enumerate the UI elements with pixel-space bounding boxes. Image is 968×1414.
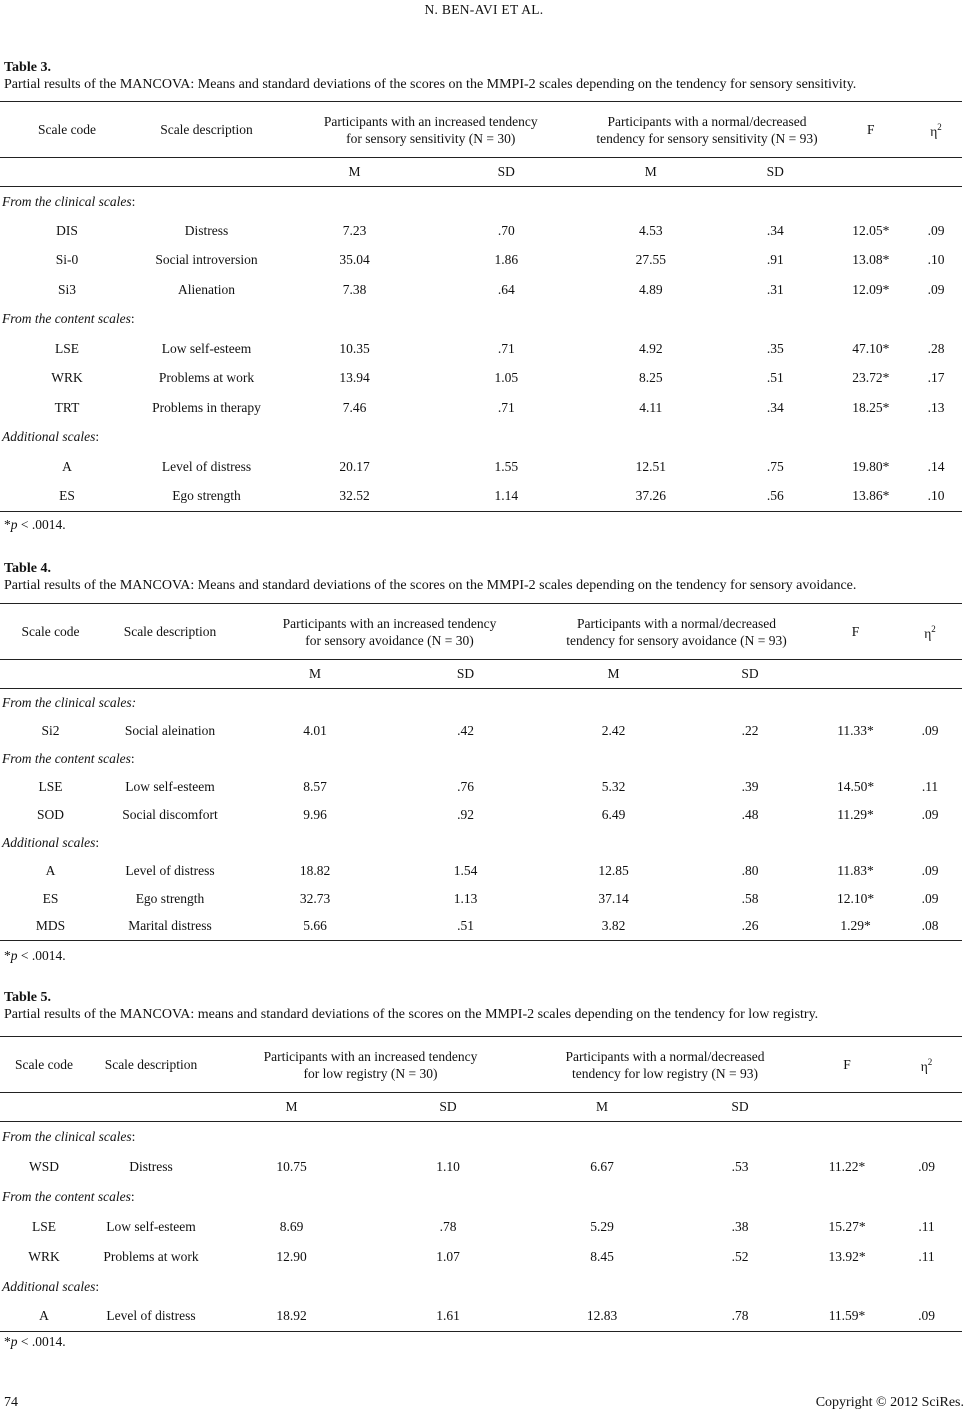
subheader-sd: SD <box>677 1093 803 1122</box>
cell-normal-sd: .31 <box>766 281 784 297</box>
subheader-sd: SD <box>369 1093 527 1122</box>
cell-eta-squared: .10 <box>927 252 945 268</box>
cell-scale-description: Low self-esteem <box>125 778 215 794</box>
cell-f-value: 12.10* <box>836 890 875 906</box>
table-row <box>0 717 962 745</box>
section-colon: : <box>130 1188 135 1204</box>
subheader-sd: SD <box>430 158 583 187</box>
cell-normal-sd: .26 <box>687 913 813 941</box>
subheader-m: M <box>214 1093 369 1122</box>
header-normal-group <box>540 604 813 660</box>
subheader-sd: SD <box>719 158 832 187</box>
subheader-row <box>0 158 962 187</box>
cell-normal-m: 37.26 <box>583 482 720 512</box>
section-label-text: Additional scales <box>2 429 96 445</box>
cell-eta-squared: .17 <box>927 370 945 386</box>
section-label <box>0 1122 962 1152</box>
table-4-footnote: *p < .0014. <box>4 948 66 963</box>
cell-normal-sd: .52 <box>731 1248 749 1264</box>
cell-scale-description: Low self-esteem <box>106 1218 196 1234</box>
cell-scale-description: Alienation <box>178 281 235 297</box>
cell-increased-m: 20.17 <box>339 458 370 474</box>
cell-increased-sd: 1.07 <box>436 1248 460 1264</box>
blank-cell <box>803 1093 891 1122</box>
cell-eta-squared: .09 <box>918 1158 935 1174</box>
cell-f-value: 19.80* <box>852 458 890 474</box>
cell-f-value: 11.33* <box>837 722 874 738</box>
cell-scale-code: A <box>62 458 72 474</box>
cell-normal-sd: .34 <box>766 222 784 238</box>
subheader-sd: SD <box>687 660 813 689</box>
header-line: tendency for sensory avoidance (N = 93) <box>566 632 787 648</box>
cell-scale-description: Distress <box>129 1158 173 1174</box>
page-number: 74 <box>4 1395 18 1410</box>
section-row <box>0 187 962 217</box>
blank-cell <box>0 660 101 689</box>
cell-scale-description: Problems at work <box>158 370 255 386</box>
section-row <box>0 745 962 773</box>
cell-increased-sd: 1.54 <box>453 862 478 878</box>
cell-normal-m: 2.42 <box>601 722 626 738</box>
cell-normal-m: 4.92 <box>638 340 663 356</box>
eta-superscript: 2 <box>937 122 942 132</box>
table-caption: Partial results of the MANCOVA: Means and standard deviations of the scores on the MMPI-2 scales depending on the tendency for sensory avoidance. <box>4 578 857 593</box>
table-row <box>0 1152 962 1182</box>
cell-normal-m: 4.53 <box>638 222 663 238</box>
cell-normal-sd: .53 <box>731 1158 749 1174</box>
table-row <box>0 1212 962 1242</box>
cell-increased-sd: .76 <box>457 778 474 794</box>
cell-scale-code: WSD <box>29 1158 59 1174</box>
section-label-text: From the content scales <box>2 750 131 766</box>
header-line: Participants with a normal/decreased <box>576 615 777 631</box>
cell-normal-sd: .80 <box>741 862 759 878</box>
section-label-text: From the clinical scales <box>2 1128 132 1144</box>
header-line: Participants with a normal/decreased <box>565 1048 765 1064</box>
header-line: for sensory sensitivity (N = 30) <box>346 130 516 146</box>
cell-increased-sd: 1.10 <box>436 1158 460 1174</box>
cell-f-value: 13.92* <box>828 1248 866 1264</box>
cell-scale-code: Si2 <box>41 722 60 738</box>
table-5-footnote: *p < .0014. <box>4 1334 66 1349</box>
section-label-text: From the content scales <box>2 311 131 327</box>
cell-normal-m: 12.51 <box>635 458 666 474</box>
header-line: Participants with an increased tendency <box>323 113 538 129</box>
cell-f-value: 13.08* <box>852 252 890 268</box>
cell-increased-m: 18.92 <box>214 1302 369 1332</box>
cell-normal-sd: .22 <box>741 722 759 738</box>
section-colon: : <box>131 193 136 209</box>
cell-eta-squared: .08 <box>898 913 962 941</box>
cell-increased-m: 13.94 <box>339 370 370 386</box>
header-increased-group <box>214 1037 527 1093</box>
cell-scale-description: Problems at work <box>103 1248 199 1264</box>
blank-cell <box>898 660 962 689</box>
header-f: F <box>803 1037 891 1093</box>
table-row <box>0 885 962 913</box>
cell-f-value: 1.29* <box>813 913 898 941</box>
table-caption: Partial results of the MANCOVA: Means and standard deviations of the scores on the MMPI-2 scales depending on the tendency for sensory sensitivity. <box>4 77 857 92</box>
table-row <box>0 452 962 482</box>
cell-increased-m: 18.82 <box>299 862 331 878</box>
cell-normal-sd: .91 <box>766 252 784 268</box>
section-label <box>0 1182 962 1212</box>
cell-normal-sd: .38 <box>731 1218 749 1234</box>
table-4 <box>0 603 962 941</box>
table-5 <box>0 1036 962 1332</box>
table-row <box>0 1302 962 1332</box>
cell-scale-code: A <box>45 862 56 878</box>
cell-increased-m: 9.96 <box>303 806 327 822</box>
cell-increased-m: 7.46 <box>342 399 367 415</box>
cell-increased-m: 4.01 <box>303 722 327 738</box>
cell-increased-m: 8.57 <box>303 778 327 794</box>
cell-increased-sd: .70 <box>497 222 515 238</box>
cell-f-value: 12.05* <box>852 222 890 238</box>
cell-scale-code: WRK <box>28 1248 60 1264</box>
header-normal-group <box>527 1037 803 1093</box>
subheader-m: M <box>527 1093 677 1122</box>
cell-increased-m: 32.52 <box>279 482 430 512</box>
section-label <box>0 829 962 857</box>
cell-normal-sd: .48 <box>741 806 759 822</box>
cell-scale-description: Level of distress <box>125 862 215 878</box>
cell-normal-m: 12.85 <box>598 862 629 878</box>
header-line: Participants with a normal/decreased <box>607 113 807 129</box>
cell-normal-m: 6.67 <box>590 1158 614 1174</box>
blank-cell <box>813 660 898 689</box>
section-row <box>0 1182 962 1212</box>
header-line: tendency for sensory sensitivity (N = 93) <box>596 130 818 146</box>
table-row <box>0 1242 962 1272</box>
cell-normal-sd: .78 <box>677 1302 803 1332</box>
cell-scale-description: Social discomfort <box>122 806 218 822</box>
cell-increased-sd: .51 <box>391 913 540 941</box>
blank-cell <box>0 158 134 187</box>
cell-eta-squared: .10 <box>910 482 962 512</box>
cell-f-value: 11.29* <box>837 806 874 822</box>
header-scale-description: Scale description <box>101 604 239 660</box>
cell-increased-sd: 1.55 <box>494 458 519 474</box>
header-increased-group <box>279 102 583 158</box>
table-row <box>0 364 962 394</box>
cell-eta-squared: .09 <box>921 722 939 738</box>
cell-scale-description: Problems in therapy <box>152 399 261 415</box>
cell-f-value: 23.72* <box>852 370 890 386</box>
header-line: tendency for low registry (N = 93) <box>571 1065 759 1081</box>
table-3-footnote: *p < .0014. <box>4 517 66 532</box>
cell-scale-code: DIS <box>56 222 78 238</box>
table-row <box>0 334 962 364</box>
cell-scale-description: Level of distress <box>88 1302 214 1332</box>
cell-scale-description: Level of distress <box>161 458 252 474</box>
subheader-m: M <box>583 158 720 187</box>
cell-scale-description: Ego strength <box>135 890 205 906</box>
cell-increased-sd: 1.61 <box>369 1302 527 1332</box>
cell-eta-squared: .09 <box>921 890 939 906</box>
table-title: Table 4. <box>4 561 51 576</box>
section-label <box>0 423 962 453</box>
cell-normal-sd: .34 <box>766 399 784 415</box>
table-row <box>0 773 962 801</box>
table-row <box>0 801 962 829</box>
cell-f-value: 18.25* <box>852 399 890 415</box>
table-3 <box>0 101 962 512</box>
cell-scale-description: Distress <box>184 222 229 238</box>
cell-eta-squared: .11 <box>921 778 939 794</box>
section-label-text: From the clinical scales <box>2 193 132 209</box>
cell-scale-code: MDS <box>0 913 101 941</box>
cell-eta-squared: .13 <box>927 399 945 415</box>
section-colon: : <box>130 311 135 327</box>
blank-cell <box>101 660 239 689</box>
blank-cell <box>0 1093 88 1122</box>
table-title: Table 5. <box>4 990 51 1005</box>
table-title: Table 3. <box>4 60 51 75</box>
table-caption: Partial results of the MANCOVA: means and standard deviations of the scores on the MMPI-2 scales depending on the tendency for low registry. <box>4 1007 819 1022</box>
eta-superscript: 2 <box>931 624 936 634</box>
cell-scale-description: Low self-esteem <box>161 340 252 356</box>
table-row <box>0 216 962 246</box>
cell-eta-squared: .09 <box>927 281 945 297</box>
cell-normal-sd: .39 <box>741 778 759 794</box>
section-label <box>0 689 962 717</box>
cell-f-value: 13.86* <box>832 482 911 512</box>
subheader-m: M <box>540 660 687 689</box>
cell-normal-sd: .51 <box>766 370 784 386</box>
subheader-m: M <box>279 158 430 187</box>
table-row <box>0 393 962 423</box>
cell-normal-m: 5.32 <box>601 778 626 794</box>
eta-superscript: 2 <box>927 1057 933 1067</box>
blank-cell <box>891 1093 962 1122</box>
cell-eta-squared: .09 <box>927 222 945 238</box>
cell-scale-code: Si3 <box>57 281 76 297</box>
cell-increased-m: 10.35 <box>339 340 370 356</box>
cell-eta-squared: .09 <box>891 1302 962 1332</box>
table-4-heading <box>4 560 966 594</box>
cell-f-value: 11.59* <box>803 1302 891 1332</box>
header-eta-squared <box>910 102 962 158</box>
header-scale-code: Scale code <box>0 102 134 158</box>
cell-normal-sd: .58 <box>741 890 759 906</box>
cell-eta-squared: .28 <box>927 340 945 356</box>
cell-normal-m: 3.82 <box>540 913 687 941</box>
cell-normal-sd: .75 <box>766 458 784 474</box>
cell-scale-code: LSE <box>31 1218 56 1234</box>
cell-increased-sd: .78 <box>439 1218 457 1234</box>
cell-increased-m: 7.23 <box>342 222 367 238</box>
header-row <box>0 102 962 158</box>
copyright: Copyright © 2012 SciRes. <box>815 1395 964 1410</box>
table-row <box>0 246 962 276</box>
cell-normal-m: 37.14 <box>598 890 629 906</box>
section-colon: : <box>95 834 100 850</box>
cell-eta-squared: .14 <box>927 458 945 474</box>
cell-normal-sd: .35 <box>766 340 784 356</box>
cell-increased-m: 35.04 <box>339 252 370 268</box>
subheader-row <box>0 1093 962 1122</box>
cell-scale-code: LSE <box>54 340 79 356</box>
section-colon: : <box>131 1128 136 1144</box>
cell-scale-description: Ego strength <box>134 482 279 512</box>
cell-scale-code: ES <box>0 482 134 512</box>
header-scale-description: Scale description <box>134 102 279 158</box>
section-row <box>0 689 962 717</box>
table-row <box>0 482 962 512</box>
header-eta-squared <box>891 1037 962 1093</box>
cell-increased-m: 8.69 <box>279 1218 304 1234</box>
table-row <box>0 275 962 305</box>
cell-scale-description: Social aleination <box>124 722 216 738</box>
section-colon: : <box>95 429 100 445</box>
section-label-text: From the content scales <box>2 1188 131 1204</box>
blank-cell <box>134 158 279 187</box>
cell-increased-sd: 1.13 <box>453 890 478 906</box>
cell-increased-m: 7.38 <box>342 281 367 297</box>
cell-eta-squared: .11 <box>918 1218 935 1234</box>
cell-increased-sd: .92 <box>457 806 474 822</box>
cell-increased-sd: .42 <box>457 722 474 738</box>
header-f: F <box>813 604 898 660</box>
cell-increased-m: 5.66 <box>239 913 391 941</box>
cell-normal-m: 6.49 <box>601 806 626 822</box>
running-head: N. BEN-AVI ET AL. <box>424 2 544 17</box>
section-row <box>0 423 962 453</box>
header-line: for sensory avoidance (N = 30) <box>305 632 474 648</box>
header-line: for low registry (N = 30) <box>303 1065 438 1081</box>
eta-symbol: η <box>920 1059 928 1074</box>
cell-f-value: 11.22* <box>828 1158 866 1174</box>
cell-eta-squared: .11 <box>918 1248 935 1264</box>
cell-increased-m: 10.75 <box>276 1158 307 1174</box>
header-scale-code: Scale code <box>0 1037 88 1093</box>
cell-normal-m: 4.89 <box>638 281 663 297</box>
header-line: Participants with an increased tendency <box>263 1048 478 1064</box>
section-label-text: Additional scales <box>2 834 96 850</box>
table-3-heading <box>4 59 966 93</box>
cell-increased-sd: 1.05 <box>494 370 519 386</box>
section-colon: : <box>95 1278 100 1294</box>
section-row <box>0 1122 962 1152</box>
cell-scale-code: LSE <box>38 778 63 794</box>
cell-scale-code: ES <box>42 890 59 906</box>
table-5-heading <box>4 989 966 1023</box>
header-normal-group <box>583 102 832 158</box>
cell-eta-squared: .09 <box>921 806 939 822</box>
cell-normal-m: 8.45 <box>590 1248 614 1264</box>
cell-scale-code: A <box>0 1302 88 1332</box>
section-row <box>0 829 962 857</box>
cell-scale-description: Marital distress <box>101 913 239 941</box>
header-row <box>0 1037 962 1093</box>
cell-f-value: 12.09* <box>852 281 890 297</box>
cell-scale-code: WRK <box>51 370 83 386</box>
subheader-m: M <box>239 660 391 689</box>
section-label <box>0 745 962 773</box>
cell-f-value: 47.10* <box>852 340 890 356</box>
cell-increased-m: 12.90 <box>276 1248 307 1264</box>
table-row <box>0 913 962 941</box>
cell-normal-m: 12.83 <box>527 1302 677 1332</box>
cell-scale-code: SOD <box>36 806 64 822</box>
cell-normal-m: 27.55 <box>635 252 666 268</box>
cell-f-value: 11.83* <box>837 862 874 878</box>
cell-increased-m: 32.73 <box>299 890 331 906</box>
header-scale-code: Scale code <box>0 604 101 660</box>
cell-scale-description: Social introversion <box>155 252 258 268</box>
eta-symbol: η <box>924 626 932 641</box>
cell-f-value: 14.50* <box>836 778 875 794</box>
header-row <box>0 604 962 660</box>
section-row <box>0 305 962 335</box>
cell-increased-sd: .64 <box>497 281 515 297</box>
cell-increased-sd: 1.14 <box>430 482 583 512</box>
section-label-text: From the clinical scales: <box>2 694 137 710</box>
cell-normal-sd: .56 <box>719 482 832 512</box>
cell-scale-code: TRT <box>54 399 80 415</box>
cell-increased-sd: .71 <box>497 399 515 415</box>
blank-cell <box>88 1093 214 1122</box>
header-eta-squared <box>898 604 962 660</box>
blank-cell <box>832 158 911 187</box>
cell-normal-m: 4.11 <box>639 399 663 415</box>
blank-cell <box>910 158 962 187</box>
section-colon: : <box>130 750 135 766</box>
header-f: F <box>832 102 911 158</box>
cell-f-value: 15.27* <box>828 1218 866 1234</box>
section-label-text: Additional scales <box>2 1278 96 1294</box>
section-label <box>0 187 962 217</box>
header-increased-group <box>239 604 540 660</box>
table-row <box>0 857 962 885</box>
cell-increased-sd: 1.86 <box>494 252 519 268</box>
header-line: Participants with an increased tendency <box>282 615 497 631</box>
subheader-row <box>0 660 962 689</box>
section-row <box>0 1272 962 1302</box>
cell-scale-code: Si-0 <box>55 252 79 268</box>
eta-symbol: η <box>930 124 938 139</box>
cell-eta-squared: .09 <box>921 862 939 878</box>
cell-normal-m: 8.25 <box>638 370 663 386</box>
subheader-sd: SD <box>391 660 540 689</box>
cell-normal-m: 5.29 <box>590 1218 614 1234</box>
section-label <box>0 1272 962 1302</box>
section-label <box>0 305 962 335</box>
header-scale-description: Scale description <box>88 1037 214 1093</box>
cell-increased-sd: .71 <box>497 340 515 356</box>
